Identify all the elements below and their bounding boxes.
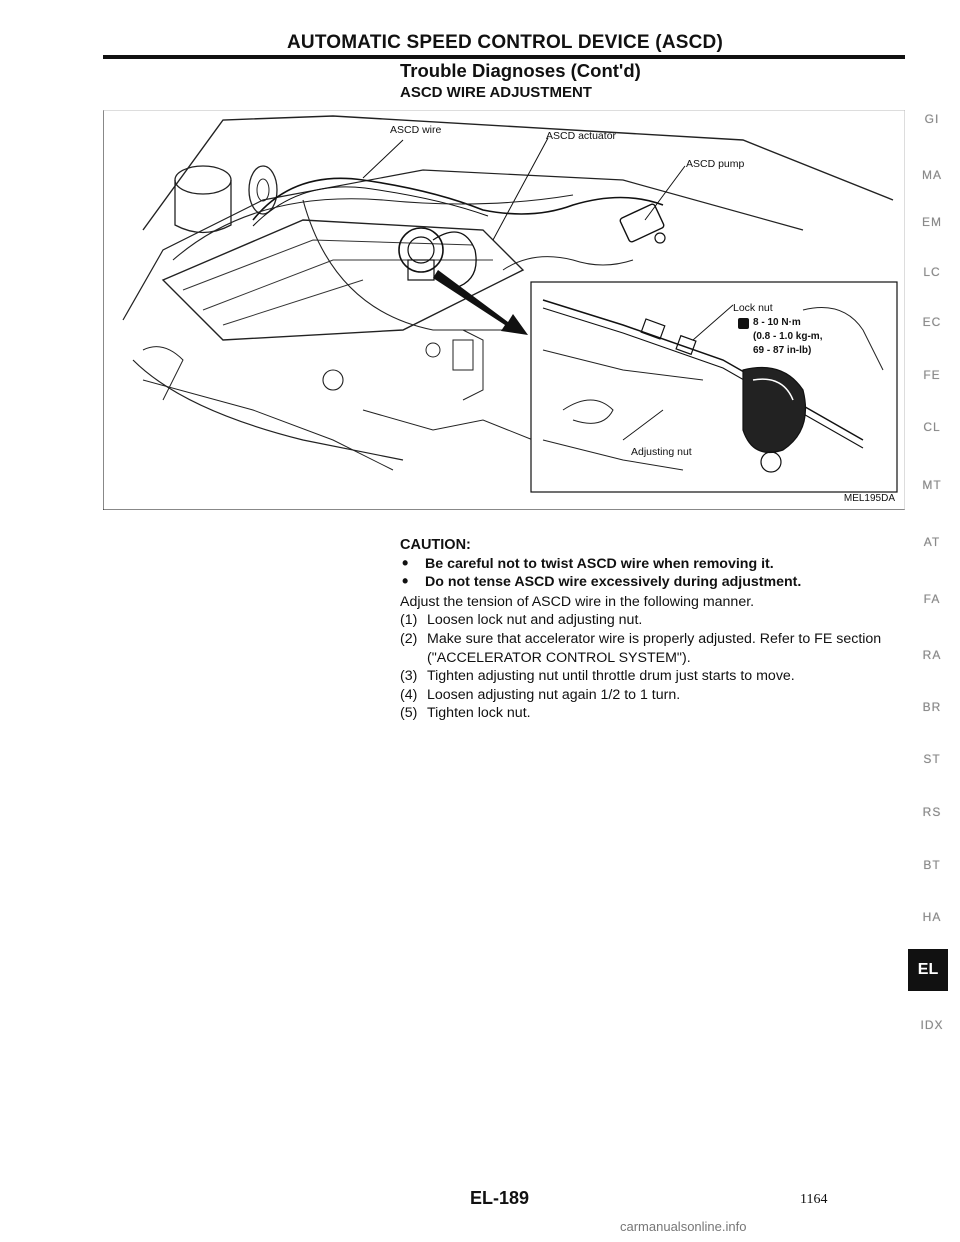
step-text: Tighten lock nut. — [427, 705, 531, 722]
label-ascd-pump: ASCD pump — [686, 158, 745, 170]
side-tab-rs[interactable]: RS — [922, 805, 942, 819]
step-text: Tighten adjusting nut until throttle drum just starts to move. — [427, 668, 795, 685]
label-torque-kgm: (0.8 - 1.0 kg-m, — [753, 331, 823, 342]
procedure-step — [400, 686, 910, 705]
procedure-step — [400, 611, 910, 630]
step-number: (2) — [400, 630, 418, 647]
step-text: Make sure that accelerator wire is properly adjusted. Refer to FE section ("ACCELERATOR CONTROL SYSTEM"). — [427, 630, 882, 666]
side-tab-fa[interactable]: FA — [923, 592, 941, 606]
side-tab-st[interactable]: ST — [923, 752, 941, 766]
side-tab-ha[interactable]: HA — [922, 910, 942, 924]
side-tab-mt[interactable]: MT — [922, 478, 942, 492]
figure-code: MEL195DA — [843, 493, 895, 504]
step-text: Loosen adjusting nut again 1/2 to 1 turn. — [427, 686, 681, 703]
label-ascd-wire: ASCD wire — [390, 124, 442, 136]
page-code: EL-189 — [470, 1188, 530, 1208]
step-number: (5) — [400, 705, 418, 722]
watermark: carmanualsonline.info — [620, 1219, 747, 1234]
side-tab-br[interactable]: BR — [922, 700, 942, 714]
procedure-step — [400, 630, 910, 667]
page-number: 1164 — [800, 1192, 828, 1207]
side-tab-idx[interactable]: IDX — [920, 1018, 944, 1032]
page-subtitle: Trouble Diagnoses (Cont'd) — [400, 60, 641, 81]
side-tab-fe[interactable]: FE — [923, 368, 941, 382]
engine-bay-figure — [103, 110, 905, 510]
side-tab-em[interactable]: EM — [922, 215, 942, 229]
side-tab-cl[interactable]: CL — [923, 420, 941, 434]
torque-wrench-icon — [738, 318, 749, 329]
label-ascd-actuator: ASCD actuator — [546, 130, 617, 142]
side-tab-bt[interactable]: BT — [923, 858, 941, 872]
side-tab-el-active[interactable]: EL — [908, 949, 948, 991]
side-tab-ra[interactable]: RA — [922, 648, 942, 662]
header-title: AUTOMATIC SPEED CONTROL DEVICE (ASCD) — [287, 32, 723, 53]
caution-label: CAUTION: — [400, 537, 471, 553]
side-tab-gi[interactable]: GI — [924, 112, 940, 126]
step-number: (3) — [400, 668, 418, 685]
side-tab-at[interactable]: AT — [923, 535, 941, 549]
caution-item: • Be careful not to twist ASCD wire when removing it. — [400, 555, 910, 574]
caution-item: • Do not tense ASCD wire excessively during adjustment. — [400, 573, 910, 592]
label-lock-nut: Lock nut — [733, 302, 773, 314]
side-tab-ec[interactable]: EC — [922, 315, 942, 329]
step-text: Loosen lock nut and adjusting nut. — [427, 612, 643, 629]
body-text — [400, 536, 910, 723]
procedure-step — [400, 704, 910, 723]
step-number: (1) — [400, 612, 418, 629]
label-torque-nm: 8 - 10 N·m — [753, 317, 801, 328]
header-rule — [103, 55, 905, 59]
side-tab-ma[interactable]: MA — [922, 168, 942, 182]
engine-illustration — [103, 110, 905, 510]
side-tab-lc[interactable]: LC — [923, 265, 941, 279]
label-torque-inlb: 69 - 87 in-lb) — [753, 345, 812, 356]
intro-paragraph: Adjust the tension of ASCD wire in the following manner. — [400, 593, 755, 610]
step-number: (4) — [400, 686, 418, 703]
label-adjusting-nut: Adjusting nut — [631, 446, 692, 458]
procedure-step — [400, 667, 910, 686]
section-title: ASCD WIRE ADJUSTMENT — [400, 84, 592, 101]
